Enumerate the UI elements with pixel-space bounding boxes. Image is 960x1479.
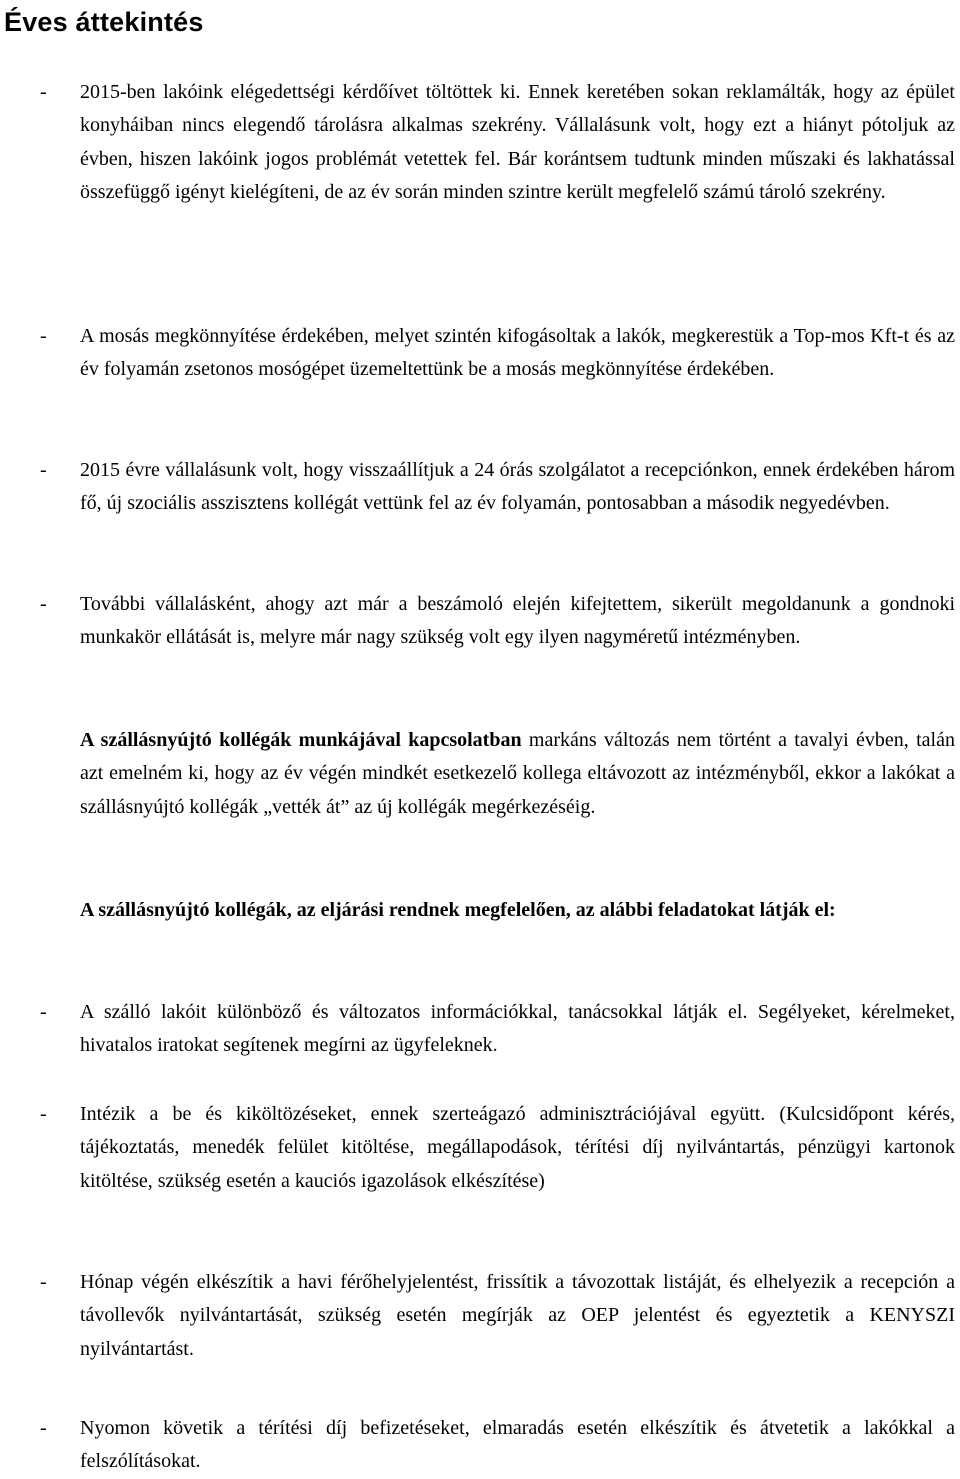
paragraph-tasks-heading: A szállásnyújtó kollégák, az eljárási rendnek megfelelően, az alábbi feladatokat látják el: [80,899,836,921]
bullet-text: Nyomon követik a térítési díj befizetéseket, elmaradás esetén elkészítik és átvetetik a lakókkal a felszólításokat. [80,1417,955,1473]
paragraph-staff-work [80,724,955,824]
bullet-text: 2015 évre vállalásunk volt, hogy visszaállítjuk a 24 órás szolgálatot a recepciónkon, ennek érdekében három fő, új szociális asszisztens kollégát vettünk fel az év folyamán, pontosabban a második negyedévben. [80,459,955,515]
bullet-item [40,1266,955,1366]
bullet-dash: - [40,1417,47,1439]
bullet-item [40,320,955,387]
bullet-dash: - [40,81,47,103]
bullet-text: 2015-ben lakóink elégedettségi kérdőívet töltöttek ki. Ennek keretében sokan reklamálták, hogy az épület konyháiban nincs elegendő tárolásra alkalmas szekrény. Vállalásunk volt, hogy ezt a hiányt pótoljuk az évben, hiszen lakóink jogos problémát vetettek fel. Bár korántsem tudtunk minden műszaki és lakhatással összefüggő igényt kielégíteni, de az év során minden szintre került megfelelő számú tároló szekrény. [80,81,955,204]
bullet-text: A szálló lakóit különböző és változatos információkkal, tanácsokkal látják el. Segélyeket, kérelmeket, hivatalos iratokat segítenek megírni az ügyfeleknek. [80,1001,955,1057]
bullet-dash: - [40,325,47,347]
bullet-item [40,588,955,655]
bullet-text: A mosás megkönnyítése érdekében, melyet szintén kifogásoltak a lakók, megkerestük a Top-mos Kft-t és az év folyamán zsetonos mosógépet üzemeltettünk be a mosás megkönnyítése érdekében. [80,325,955,381]
paragraph-text: markáns változás nem történt a tavalyi évben, talán azt emelném ki, hogy az év végén mindkét esetkezelő kollega eltávozott az intézményből, ekkor a lakókat a szállásnyújtó kollégák „vették át” az új kollégák megérkezéséig. [80,729,955,818]
bullet-text: Hónap végén elkészítik a havi férőhelyjelentést, frissítik a távozottak listáját, és elhelyezik a recepción a távollevők nyilvántartását, szükség esetén megírják az OEP jelentést és egyeztetik a KENYSZI nyilvántartást. [80,1271,955,1360]
bullet-dash: - [40,1271,47,1293]
bullet-item [40,996,955,1063]
bullet-dash: - [40,1001,47,1023]
document-title: Éves áttekintés [4,7,204,37]
bullet-item [40,1412,955,1479]
bullet-dash: - [40,593,47,615]
paragraph-bold-lead: A szállásnyújtó kollégák munkájával kapcsolatban [80,729,522,751]
bullet-dash: - [40,459,47,481]
bullet-item [40,76,955,210]
bullet-text: További vállalásként, ahogy azt már a beszámoló elején kifejtettem, sikerült megoldanunk a gondnoki munkakör ellátását is, melyre már nagy szükség volt egy ilyen nagyméretű intézményben. [80,593,955,649]
bullet-dash: - [40,1103,47,1125]
bullet-item [40,454,955,521]
bullet-text: Intézik a be és kiköltözéseket, ennek szerteágazó adminisztrációjával együtt. (Kulcsidőpont kérés, tájékoztatás, menedék felület kitöltése, megállapodások, térítési díj nyilvántartás, pénzügyi kartonok kitöltése, szükség esetén a kauciós igazolások elkészítése) [80,1103,955,1192]
bullet-item [40,1098,955,1198]
